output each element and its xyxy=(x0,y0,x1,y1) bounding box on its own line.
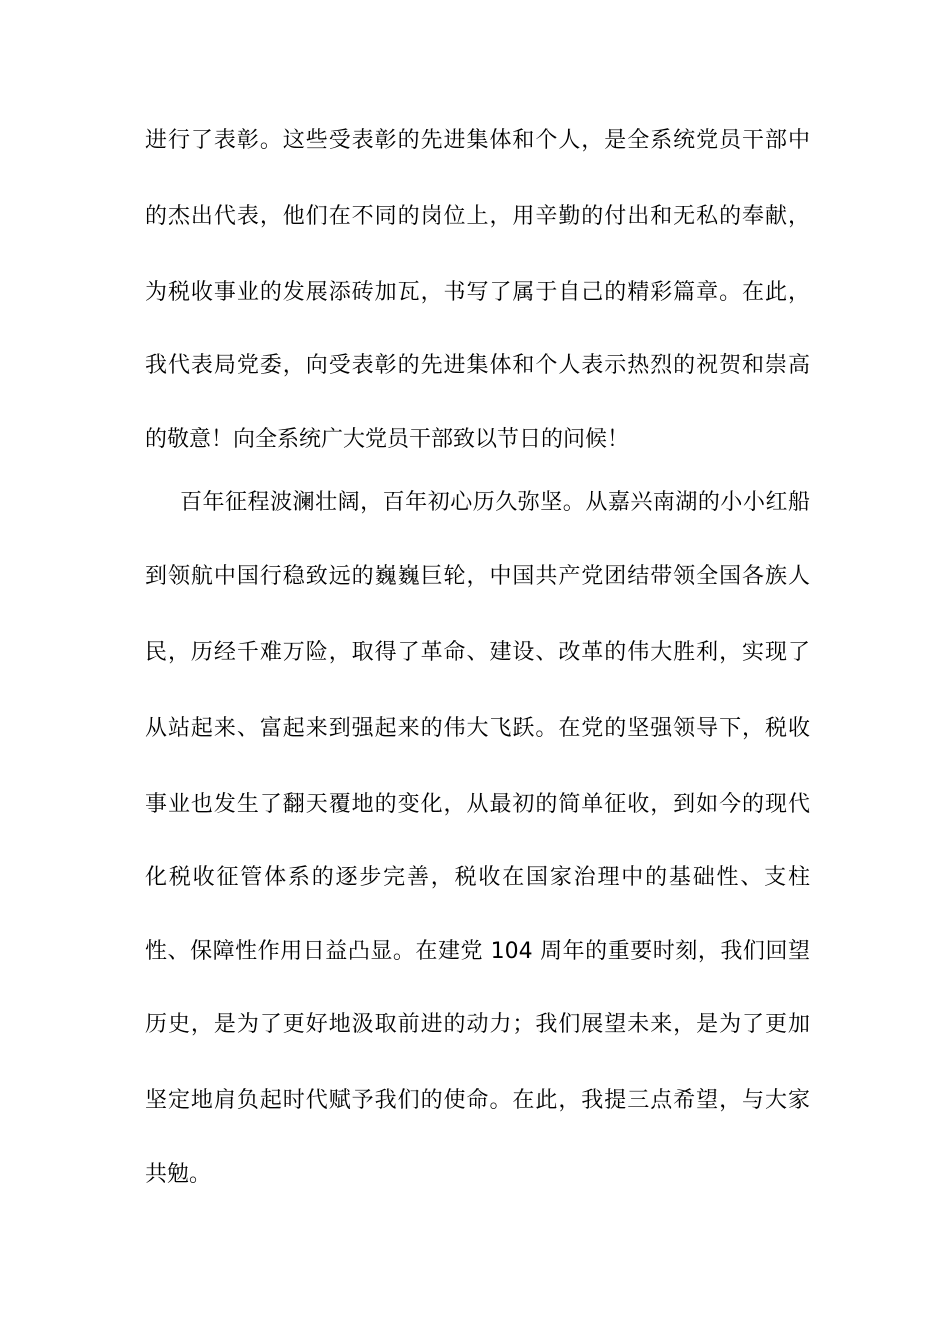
text-line: 到领航中国行稳致远的巍巍巨轮，中国共产党团结带领全国各族人 xyxy=(145,564,810,589)
text-line: 为税收事业的发展添砖加瓦，书写了属于自己的精彩篇章。在此， xyxy=(145,280,810,305)
text-line: 化税收征管体系的逐步完善，税收在国家治理中的基础性、支柱 xyxy=(145,865,810,890)
text-line: 性、保障性作用日益凸显。在建党 104 周年的重要时刻，我们回望 xyxy=(145,939,810,964)
text-line: 共勉。 xyxy=(145,1162,212,1187)
text-line: 事业也发生了翻天覆地的变化，从最初的简单征收，到如今的现代 xyxy=(145,792,810,817)
text-line: 民，历经千难万险，取得了革命、建设、改革的伟大胜利，实现了 xyxy=(145,640,810,665)
text-line: 进行了表彰。这些受表彰的先进集体和个人，是全系统党员干部中 xyxy=(145,128,810,153)
text-line: 历史，是为了更好地汲取前进的动力；我们展望未来，是为了更加 xyxy=(145,1012,810,1037)
text-line: 的杰出代表，他们在不同的岗位上，用辛勤的付出和无私的奉献， xyxy=(145,204,810,229)
text-line: 我代表局党委，向受表彰的先进集体和个人表示热烈的祝贺和崇高 xyxy=(145,353,810,378)
text-line: 坚定地肩负起时代赋予我们的使命。在此，我提三点希望，与大家 xyxy=(145,1088,810,1113)
text-line: 百年征程波澜壮阔，百年初心历久弥坚。从嘉兴南湖的小小红船 xyxy=(180,490,810,515)
text-line: 从站起来、富起来到强起来的伟大飞跃。在党的坚强领导下，税收 xyxy=(145,716,810,741)
text-line: 的敬意！向全系统广大党员干部致以节日的问候！ xyxy=(145,427,630,452)
